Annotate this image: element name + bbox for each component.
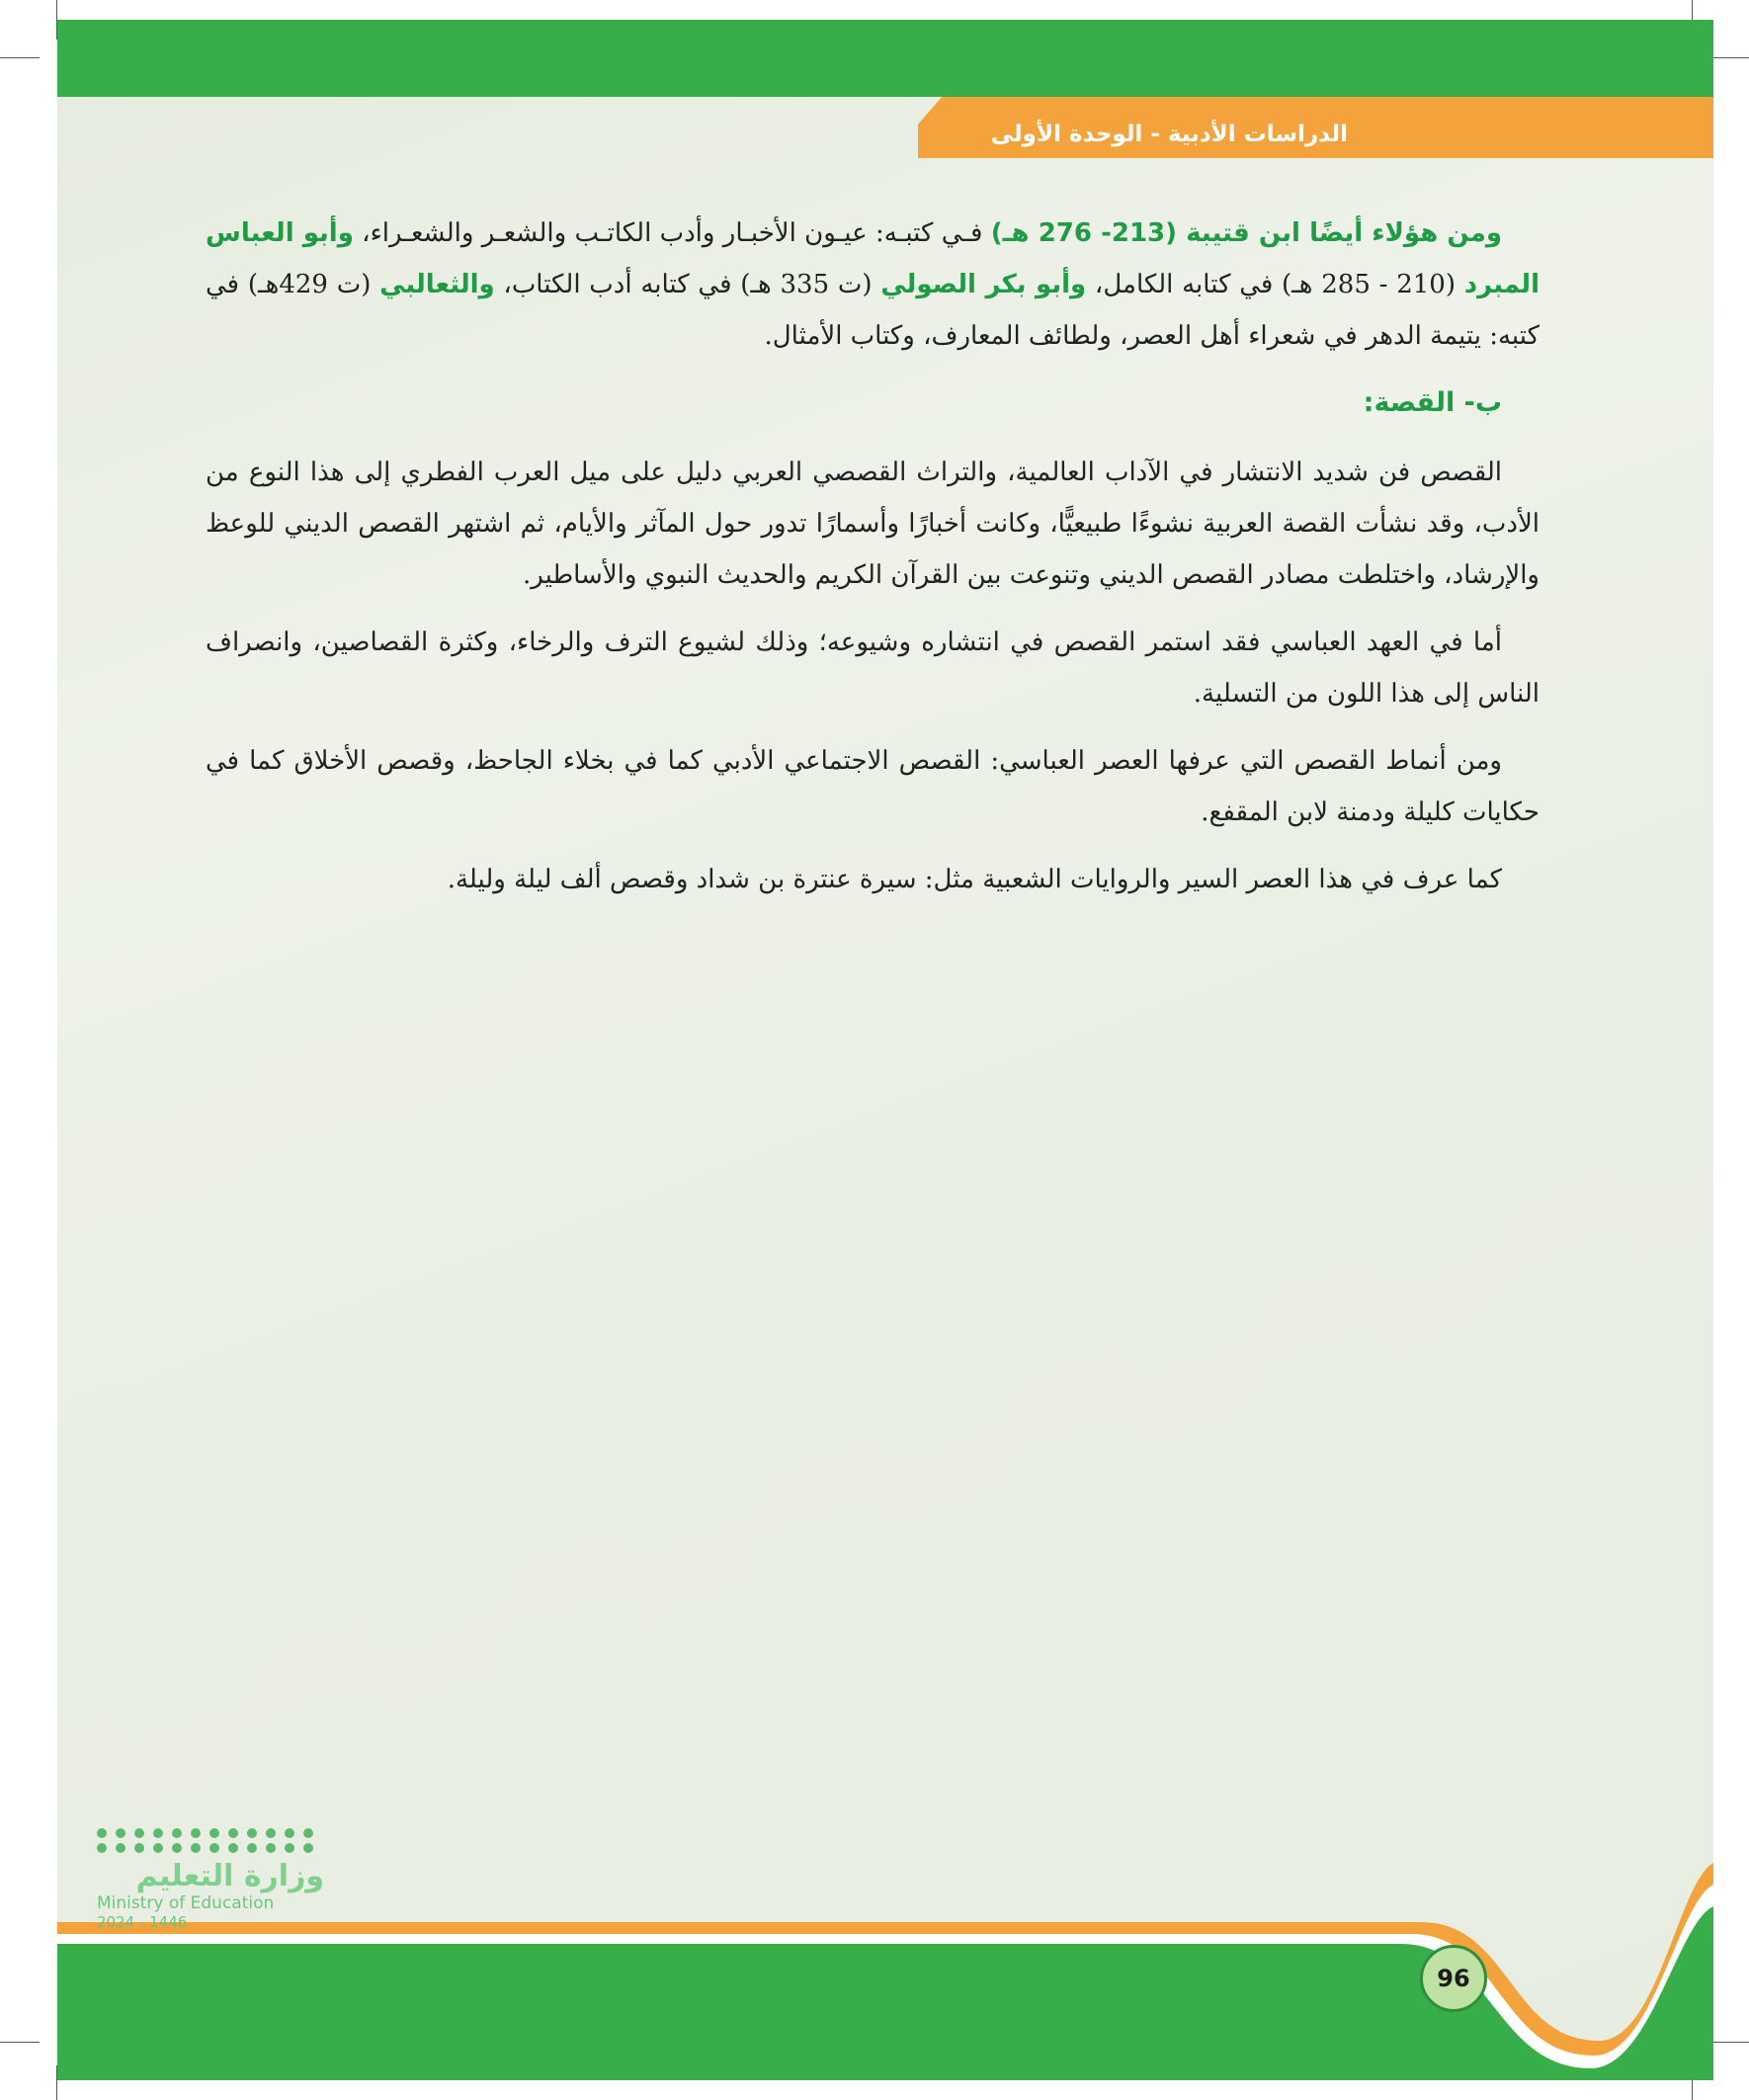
logo-year: 2024 - 1446: [97, 1913, 188, 1931]
ministry-logo: [97, 1828, 324, 1931]
crop-mark: [1709, 57, 1749, 58]
text-span: (210 - 285 هـ) في كتابه الكامل،: [1086, 270, 1464, 299]
textbook-page: [57, 20, 1713, 2080]
crop-mark: [0, 2042, 40, 2043]
logo-english: Ministry of Education: [97, 1893, 275, 1913]
highlight-thaalibi: والثعالبي: [379, 270, 495, 299]
paragraph-folk-tales: كما عرف في هذا العصر السير والروايات الشعبية مثل: سيرة عنترة بن شداد وقصص ألف ليلة وليلة.: [447, 865, 1502, 894]
page-number: 96: [1420, 1945, 1487, 2012]
text-span: (ت 429هـ) في كتبه: يتيمة الدهر في شعراء أهل العصر، ولطائف المعارف، وكتاب الأمثال.: [206, 270, 1540, 351]
highlight-suli: وأبو بكر الصولي: [880, 270, 1087, 299]
section-heading-story: ب- القصة:: [1363, 387, 1502, 418]
highlight-mubarrad: وأبو العباس المبرد: [206, 218, 1540, 299]
crop-mark: [1709, 2042, 1749, 2043]
highlight-ibn-qutaybah: ومن هؤلاء أيضًا ابن قتيبة (213- 276 هـ): [990, 218, 1503, 248]
paragraph-scholars: [206, 208, 1540, 362]
text-span: فـي كتبـه: عيـون الأخبـار وأدب الكاتـب والشعـر والشعـراء،: [353, 218, 991, 248]
paragraph-story-types: ومن أنماط القصص التي عرفها العصر العباسي: القصص الاجتماعي الأدبي كما في بخلاء الجاحظ، وقصص الأخلاق كما في حكايات كليلة ودمنة لابن المقفع.: [206, 746, 1540, 827]
crop-mark: [0, 57, 40, 58]
logo-dots-icon: [97, 1828, 324, 1853]
paragraph-story-intro: القصص فن شديد الانتشار في الآداب العالمية، والتراث القصصي العربي دليل على ميل العرب الفطري إلى هذا النوع من الأدب، وقد نشأت القصة العربية نشوءًا طبيعيًّا، وكانت أخبارًا وأسمارًا تدور حول المآثر والأيام، ثم اشتهر القصص الديني للوعظ والإرشاد، واختلطت مصادر القصص الديني وتنوعت بين القرآن الكريم والحديث النبوي والأساطير.: [206, 458, 1540, 590]
page-content: [206, 208, 1540, 921]
unit-title: الدراسات الأدبية - الوحدة الأولى: [990, 122, 1348, 147]
top-green-band: [57, 20, 1713, 97]
text-span: (ت 335 هـ) في كتابه أدب الكتاب،: [494, 270, 881, 299]
paragraph-abbasid-spread: أما في العهد العباسي فقد استمر القصص في انتشاره وشيوعه؛ وذلك لشيوع الترف والرخاء، وكثرة القصاصين، وانصراف الناس إلى هذا اللون من التسلية.: [206, 628, 1540, 709]
logo-arabic: وزارة التعليم: [135, 1859, 324, 1893]
